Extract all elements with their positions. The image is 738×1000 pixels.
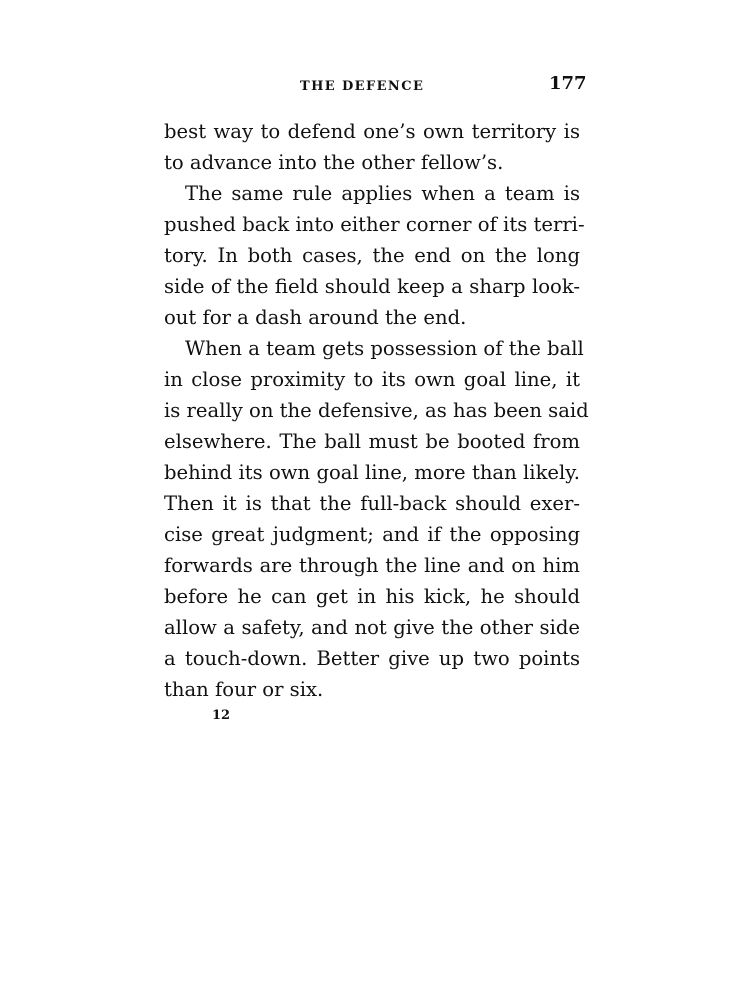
signature-mark: 12 [212, 708, 231, 723]
text-line: tory. In both cases, the end on the long [164, 244, 580, 267]
text-line: The same rule applies when a team is [185, 182, 580, 205]
text-line: best way to defend one’s own territory is [164, 120, 580, 143]
text-line: before he can get in his kick, he should [164, 585, 580, 608]
text-line: Then it is that the full-back should exer- [164, 492, 580, 515]
text-line: When a team gets possession of the ball [185, 337, 584, 360]
text-line: cise great judgment; and if the opposing [164, 523, 580, 546]
page-number: 177 [549, 73, 587, 94]
text-line: is really on the defensive, as has been said [164, 399, 589, 422]
text-line: to advance into the other fellow’s. [164, 151, 504, 174]
running-head: THE DEFENCE [300, 79, 425, 94]
text-line: than four or six. [164, 678, 324, 701]
text-line: in close proximity to its own goal line, it [164, 368, 580, 391]
text-line: allow a safety, and not give the other side [164, 616, 580, 639]
text-line: side of the field should keep a sharp look- [164, 275, 580, 298]
body-text [164, 116, 589, 705]
text-line: out for a dash around the end. [164, 306, 467, 329]
text-line: forwards are through the line and on him [164, 554, 580, 577]
text-line: a touch-down. Better give up two points [164, 647, 580, 670]
text-line: elsewhere. The ball must be booted from [164, 430, 580, 453]
text-line: pushed back into either corner of its terri- [164, 213, 585, 236]
text-line: behind its own goal line, more than likely. [164, 461, 580, 484]
